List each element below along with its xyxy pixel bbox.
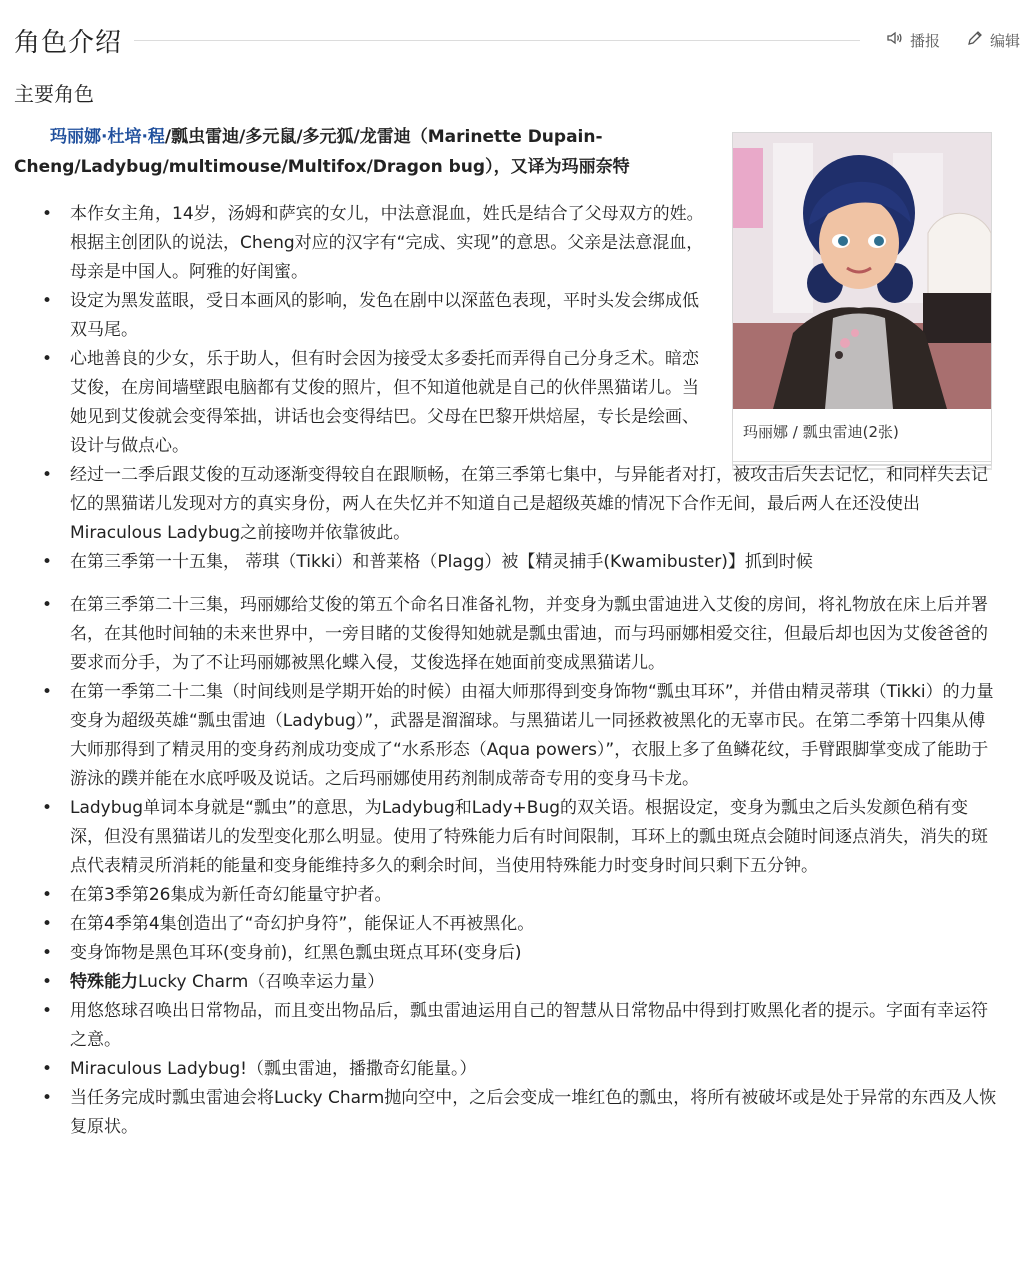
- list-item: • Ladybug单词本身就是“瓢虫”的意思，为Ladybug和Lady+Bug的双关语。根据设定，变身为瓢虫之后头发颜色稍有变深，但没有黑猫诺儿的发型变化那么明显。使用了特殊能力后有时间限制，耳环上的瓢虫斑点会随时间逐点消失，消失的斑点代表精灵所消耗的能量和变身能维持多久的剩余时间，当使用特殊能力时变身时间只剩下五分钟。: [0, 794, 1000, 881]
- intro-paragraph: [14, 122, 704, 182]
- header-actions: [886, 29, 1020, 51]
- list-item: • 设定为黑发蓝眼，受日本画风的影响，发色在剧中以深蓝色表现，平时头发会绑成低双马尾。: [0, 287, 710, 345]
- list-item: • 经过一二季后跟艾俊的互动逐渐变得较自在跟顺畅，在第三季第七集中，与异能者对打，被攻击后失去记忆，和同样失去记忆的黑猫诺儿发现对方的真实身份，两人在失忆并不知道自己是超级英雄的情况下合作无间，最后两人在还没使出Miraculous Ladybug之前接吻并依靠彼此。: [0, 461, 1000, 548]
- list-item: • Miraculous Ladybug!（瓢虫雷迪，播撒奇幻能量。）: [0, 1055, 1000, 1084]
- pencil-icon: [966, 29, 984, 51]
- read-aloud-label: 播报: [909, 31, 940, 50]
- list-item: • 特殊能力Lucky Charm（召唤幸运力量）: [0, 968, 1000, 997]
- list-item: • 在第三季第一十五集， 蒂琪（Tikki）和普莱格（Plagg）被【精灵捕手(Kwamibuster)】抓到时候: [0, 548, 1000, 577]
- section-title: 角色介绍: [14, 27, 123, 58]
- list-item: • 在第一季第二十二集（时间线则是学期开始的时候）由福大师那得到变身饰物“瓢虫耳环”，并借由精灵蒂琪（Tikki）的力量变身为超级英雄“瓢虫雷迪（Ladybug）”，武器是溜溜球。与黑猫诺儿一同拯救被黑化的无辜市民。在第二季第十四集从傅大师那得到了精灵用的变身药剂成功变成了“水系形态（Aqua powers）”，衣服上多了鱼鳞花纹，手臂跟脚掌变成了能助于游泳的蹼并能在水底呼吸及说话。之后玛丽娜使用药剂制成蒂奇专用的变身马卡龙。: [0, 678, 1000, 794]
- list-item: • 变身饰物是黑色耳环(变身前)，红黑色瓢虫斑点耳环(变身后): [0, 939, 1000, 968]
- edit-button[interactable]: [966, 29, 1020, 51]
- list-item: • 本作女主角，14岁，汤姆和萨宾的女儿，中法意混血，姓氏是结合了父母双方的姓。根据主创团队的说法，Cheng对应的汉字有“完成、实现”的意思。父亲是法意混血，母亲是中国人。阿雅的好闺蜜。: [0, 200, 710, 287]
- subsection-title: 主要角色: [14, 82, 94, 106]
- header-divider: [134, 40, 860, 41]
- list-item: • 当任务完成时瓢虫雷迪会将Lucky Charm抛向空中，之后会变成一堆红色的瓢虫，将所有被破坏或是处于异常的东西及人恢复原状。: [0, 1084, 1000, 1142]
- list-item: • 在第4季第4集创造出了“奇幻护身符”，能保证人不再被黑化。: [0, 910, 1000, 939]
- character-facts-list: [0, 200, 1000, 1142]
- figure-caption: 玛丽娜 / 瓢虫雷迪(2张): [743, 423, 899, 441]
- list-item: • 在第3季第26集成为新任奇幻能量守护者。: [0, 881, 1000, 910]
- list-item: • 用悠悠球召唤出日常物品，而且变出物品后，瓢虫雷迪运用自己的智慧从日常物品中得到打败黑化者的提示。字面有幸运符之意。: [0, 997, 1000, 1055]
- speaker-icon: [886, 29, 904, 51]
- list-item: • 心地善良的少女，乐于助人，但有时会因为接受太多委托而弄得自己分身乏术。暗恋艾俊，在房间墙壁跟电脑都有艾俊的照片，但不知道他就是自己的伙伴黑猫诺儿。当她见到艾俊就会变得笨拙，讲话也会变得结巴。父母在巴黎开烘焙屋，专长是绘画、设计与做点心。: [0, 345, 710, 461]
- read-aloud-button[interactable]: [886, 29, 940, 51]
- edit-label: 编辑: [989, 31, 1020, 50]
- intro-text: /瓢虫雷迪/多元鼠/多元狐/龙雷迪（Marinette Dupain-Cheng/Ladybug/multimouse/Multifox/Dragon bug），又译为玛丽奈特: [14, 127, 630, 177]
- character-name-link[interactable]: 玛丽娜·杜培·程: [50, 127, 165, 147]
- section-header: [14, 18, 1020, 62]
- list-item: • 在第三季第二十三集，玛丽娜给艾俊的第五个命名日准备礼物，并变身为瓢虫雷迪进入艾俊的房间，将礼物放在床上后并署名，在其他时间轴的未来世界中，一旁目睹的艾俊得知她就是瓢虫雷迪，而与玛丽娜相爱交往，但最后却也因为艾俊爸爸的要求而分手，为了不让玛丽娜被黑化蝶入侵，艾俊选择在她面前变成黑猫诺儿。: [0, 591, 1000, 678]
